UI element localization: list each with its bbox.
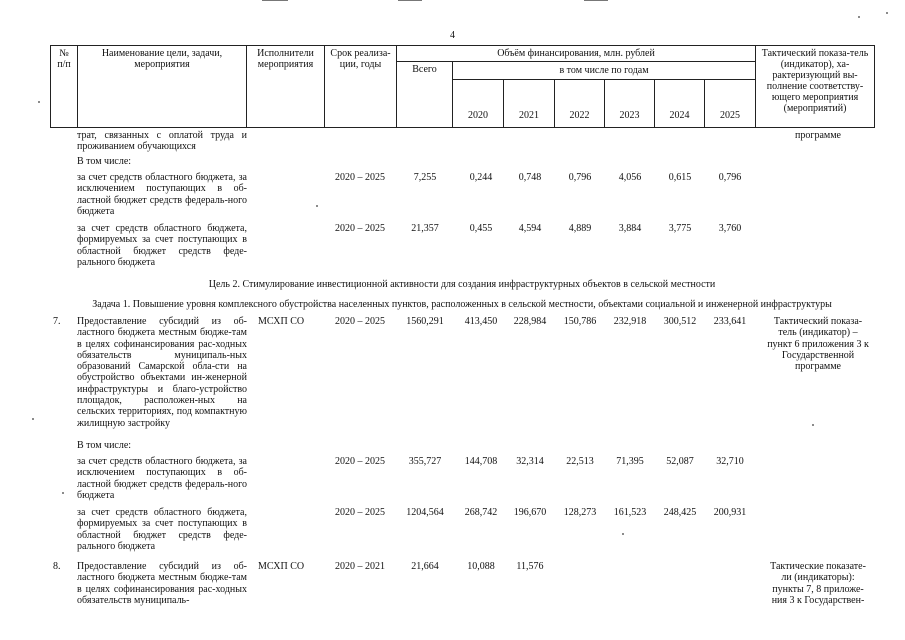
row-period: 2020 – 2025 [335,223,385,234]
header-executors: Исполнители мероприятия [247,46,325,128]
block1-subheading: В том числе: [77,156,132,167]
page-number: 4 [450,30,455,41]
scan-edge-line [398,0,422,1]
goal-2-heading: Цель 2. Стимулирование инвестиционной активности для создания инфраструктурных объектов в сельской местности [208,279,716,290]
row-2025: 3,760 [718,223,742,234]
item-8-2021: 11,576 [516,561,544,572]
table-header [50,45,875,128]
item-7-total: 1560,291 [406,316,444,327]
row-2024: 52,087 [666,456,694,467]
item-7-2025: 233,641 [713,316,747,327]
header-year-2021: 2021 [504,80,555,128]
row-description: за счет средств областного бюджета, формируемых за счет поступающих в областной бюджет средств феде-рального бюджета [77,507,247,552]
item-8-total: 21,664 [411,561,439,572]
header-year-2025: 2025 [705,80,756,128]
row-2020: 144,708 [464,456,498,467]
item-7-2020: 413,450 [464,316,498,327]
item-7-subheading: В том числе: [77,440,132,451]
continued-description: трат, связанных с оплатой труда и проживанием обучающихся [77,130,247,153]
header-year-2022: 2022 [555,80,605,128]
scan-edge-line [584,0,608,1]
item-7-period: 2020 – 2025 [335,316,385,327]
header-funding: Объём финансирования, млн. рублей [397,46,756,62]
item-8-indicator: Тактические показате-ли (индикаторы): пункты 7, 8 приложе-ния 3 к Государствен- [770,561,866,606]
row-2021: 32,314 [516,456,544,467]
row-2022: 128,273 [563,507,597,518]
row-2025: 0,796 [718,172,742,183]
row-2024: 0,615 [668,172,692,183]
scan-edge-line [262,0,288,1]
scan-speck [316,205,318,207]
item-8-period: 2020 – 2021 [335,561,385,572]
row-2023: 4,056 [618,172,642,183]
row-2022: 22,513 [566,456,594,467]
task-1-heading: Задача 1. Повышение уровня комплексного обустройства населенных пунктов, расположенных в сельской местности, объектами социальной и инженерной инфраструктуры [92,299,832,310]
row-period: 2020 – 2025 [335,172,385,183]
row-2021: 196,670 [513,507,547,518]
header-total: Всего [397,62,453,128]
item-7-executor: МСХП СО [258,316,305,327]
item-7-2024: 300,512 [663,316,697,327]
scan-speck [886,12,888,14]
row-2025: 32,710 [716,456,744,467]
row-2023: 3,884 [618,223,642,234]
item-8-2020: 10,088 [467,561,495,572]
item-7-description: Предоставление субсидий из об-ластного бюджета местным бюдже-там в целях софинансирования рас-ходных обязательств муниципаль-ных образований Самарской обла-сти на обустройство объектами ин-женерной инфраструктуры и благо-устройство площадок, расположен-ных на сельских территориях, под компактную жилищную застройку [77,316,247,429]
item-8-description: Предоставление субсидий из об-ластного бюджета местным бюдже-там в целях софинансирования рас-ходных обязательств муниципаль- [77,561,247,606]
scan-speck [32,418,34,420]
header-num: № п/п [51,46,78,128]
item-8-number: 8. [53,561,61,572]
scan-speck [62,492,64,494]
scan-speck [38,101,40,103]
row-2024: 248,425 [663,507,697,518]
row-total: 1204,564 [406,507,444,518]
header-period: Срок реализа-ции, годы [325,46,397,128]
item-7-2022: 150,786 [563,316,597,327]
row-2022: 0,796 [568,172,592,183]
continued-indicator: программе [795,130,841,141]
row-description: за счет средств областного бюджета, формируемых за счет поступающих в областной бюджет средств феде-рального бюджета [77,223,247,268]
item-7-2021: 228,984 [513,316,547,327]
scan-speck [812,424,814,426]
header-year-2020: 2020 [453,80,504,128]
row-2021: 0,748 [518,172,542,183]
header-year-2023: 2023 [605,80,655,128]
row-2020: 0,244 [469,172,493,183]
row-description: за счет средств областного бюджета, за исключением поступающих в об-ластной бюджет средств федераль-ного бюджета [77,172,247,217]
row-2022: 4,889 [568,223,592,234]
row-2020: 268,742 [464,507,498,518]
row-total: 21,357 [411,223,439,234]
scan-speck [858,16,860,18]
scan-speck [622,533,624,535]
item-7-indicator: Тактический показа-тель (индикатор) – пункт 6 приложения 3 к Государственной программе [767,316,869,373]
item-8-executor: МСХП СО [258,561,305,572]
row-2024: 3,775 [668,223,692,234]
header-year-2024: 2024 [655,80,705,128]
item-7-number: 7. [53,316,61,327]
header-indicator: Тактический показа-тель (индикатор), ха-рактеризующий вы-полнение соответству-ющего мероприятия (мероприятий) [756,46,875,128]
row-description: за счет средств областного бюджета, за исключением поступающих в об-ластной бюджет средств федераль-ного бюджета [77,456,247,501]
row-period: 2020 – 2025 [335,456,385,467]
row-2020: 0,455 [469,223,493,234]
row-2025: 200,931 [713,507,747,518]
row-total: 355,727 [408,456,442,467]
row-period: 2020 – 2025 [335,507,385,518]
item-7-2023: 232,918 [613,316,647,327]
row-2023: 71,395 [616,456,644,467]
header-by-years: в том числе по годам [453,62,756,80]
row-total: 7,255 [413,172,437,183]
row-2023: 161,523 [613,507,647,518]
header-name: Наименование цели, задачи, мероприятия [78,46,247,128]
row-2021: 4,594 [518,223,542,234]
